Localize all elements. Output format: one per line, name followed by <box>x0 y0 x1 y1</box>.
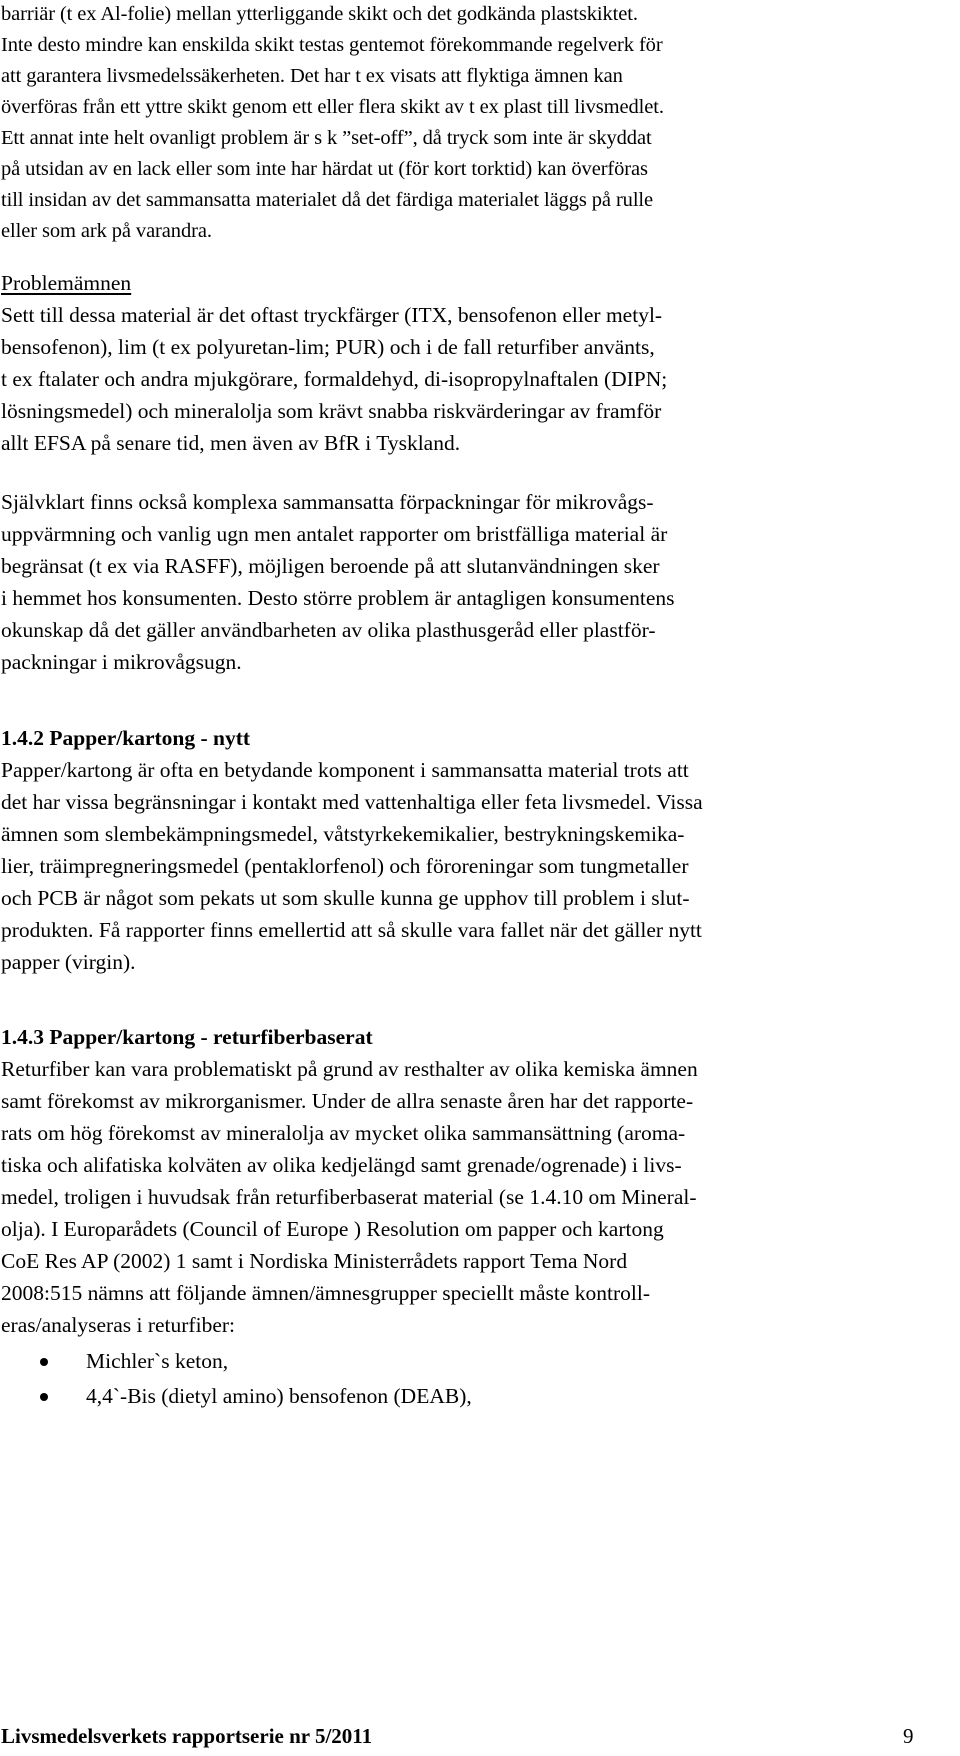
text-line: lier, träimpregneringsmedel (pentaklorfenol) och föroreningar som tungmetaller <box>1 854 689 878</box>
section-heading-1-4-3: 1.4.3 Papper/kartong - returfiberbaserat <box>1 1025 373 1049</box>
text-line: t ex ftalater och andra mjukgörare, formaldehyd, di-isopropylnaftalen (DIPN; <box>1 367 668 391</box>
text-line: i hemmet hos konsumenten. Desto större problem är antagligen konsumentens <box>1 586 675 610</box>
text-line: Inte desto mindre kan enskilda skikt testas gentemot förekommande regelverk för <box>1 34 663 56</box>
list-item-text: Michler`s keton, <box>86 1349 229 1373</box>
text-line: Papper/kartong är ofta en betydande komponent i sammansatta material trots att <box>1 758 689 782</box>
text-line: olja). I Europarådets (Council of Europe ) Resolution om papper och kartong <box>1 1217 664 1241</box>
subheading-problemamnen: Problemämnen <box>1 271 132 295</box>
text-line: CoE Res AP (2002) 1 samt i Nordiska Ministerrådets rapport Tema Nord <box>1 1249 628 1273</box>
text-line: Ett annat inte helt ovanligt problem är s k ”set-off”, då tryck som inte är skyddat <box>1 127 652 149</box>
text-line: Självklart finns också komplexa sammansatta förpackningar för mikrovågs- <box>1 490 654 514</box>
text-line: barriär (t ex Al-folie) mellan ytterliggande skikt och det godkända plastskiktet. <box>1 3 638 25</box>
text-line: på utsidan av en lack eller som inte har härdat ut (för kort torktid) kan överföras <box>1 158 648 180</box>
text-line: det har vissa begränsningar i kontakt med vattenhaltiga eller feta livsmedel. Vissa <box>1 790 703 814</box>
text-line: okunskap då det gäller användbarheten av olika plasthusgeråd eller plastför- <box>1 618 656 642</box>
text-line: lösningsmedel) och mineralolja som krävt snabba riskvärderingar av framför <box>1 399 662 423</box>
text-line: att garantera livsmedelssäkerheten. Det har t ex visats att flyktiga ämnen kan <box>1 65 623 87</box>
text-line: packningar i mikrovågsugn. <box>1 650 242 674</box>
text-line: medel, troligen i huvudsak från returfiberbaserat material (se 1.4.10 om Mineral- <box>1 1185 697 1209</box>
text-line: Sett till dessa material är det oftast tryckfärger (ITX, bensofenon eller metyl- <box>1 303 663 327</box>
text-line: eras/analyseras i returfiber: <box>1 1313 235 1337</box>
text-line: Returfiber kan vara problematiskt på grund av resthalter av olika kemiska ämnen <box>1 1057 698 1081</box>
text-line: och PCB är något som pekats ut som skulle kunna ge upphov till problem i slut- <box>1 886 690 910</box>
text-line: samt förekomst av mikrorganismer. Under de allra senaste åren har det rapporte- <box>1 1089 694 1113</box>
bullet-icon <box>40 1393 48 1401</box>
text-line: begränsat (t ex via RASFF), möjligen beroende på att slutanvändningen sker <box>1 554 660 578</box>
text-line: till insidan av det sammansatta materialet då det färdiga materialet läggs på rulle <box>1 189 654 211</box>
text-line: överföras från ett yttre skikt genom ett eller flera skikt av t ex plast till livsmedlet. <box>1 96 664 118</box>
section-heading-1-4-2: 1.4.2 Papper/kartong - nytt <box>1 726 251 750</box>
bullet-icon <box>40 1358 48 1366</box>
text-line: eller som ark på varandra. <box>1 220 212 242</box>
text-line: uppvärmning och vanlig ugn men antalet rapporter om bristfälliga material är <box>1 522 668 546</box>
text-line: 2008:515 nämns att följande ämnen/ämnesgrupper speciellt måste kontroll- <box>1 1281 651 1305</box>
text-line: allt EFSA på senare tid, men även av BfR i Tyskland. <box>1 431 461 455</box>
text-line: ämnen som slembekämpningsmedel, våtstyrkekemikalier, bestrykningskemika- <box>1 822 685 846</box>
report-series-label: Livsmedelsverkets rapportserie nr 5/2011 <box>1 1724 373 1748</box>
text-line: produkten. Få rapporter finns emellertid att så skulle vara fallet när det gäller nytt <box>1 918 702 942</box>
text-line: papper (virgin). <box>1 950 136 974</box>
text-line: tiska och alifatiska kolväten av olika kedjelängd samt grenade/ogrenade) i livs- <box>1 1153 682 1177</box>
text-line: rats om hög förekomst av mineralolja av mycket olika sammansättning (aroma- <box>1 1121 686 1145</box>
text-line: bensofenon), lim (t ex polyuretan-lim; PUR) och i de fall returfiber använts, <box>1 335 655 359</box>
list-item-text: 4,4`-Bis (dietyl amino) bensofenon (DEAB), <box>86 1384 472 1408</box>
page-number: 9 <box>903 1724 914 1748</box>
